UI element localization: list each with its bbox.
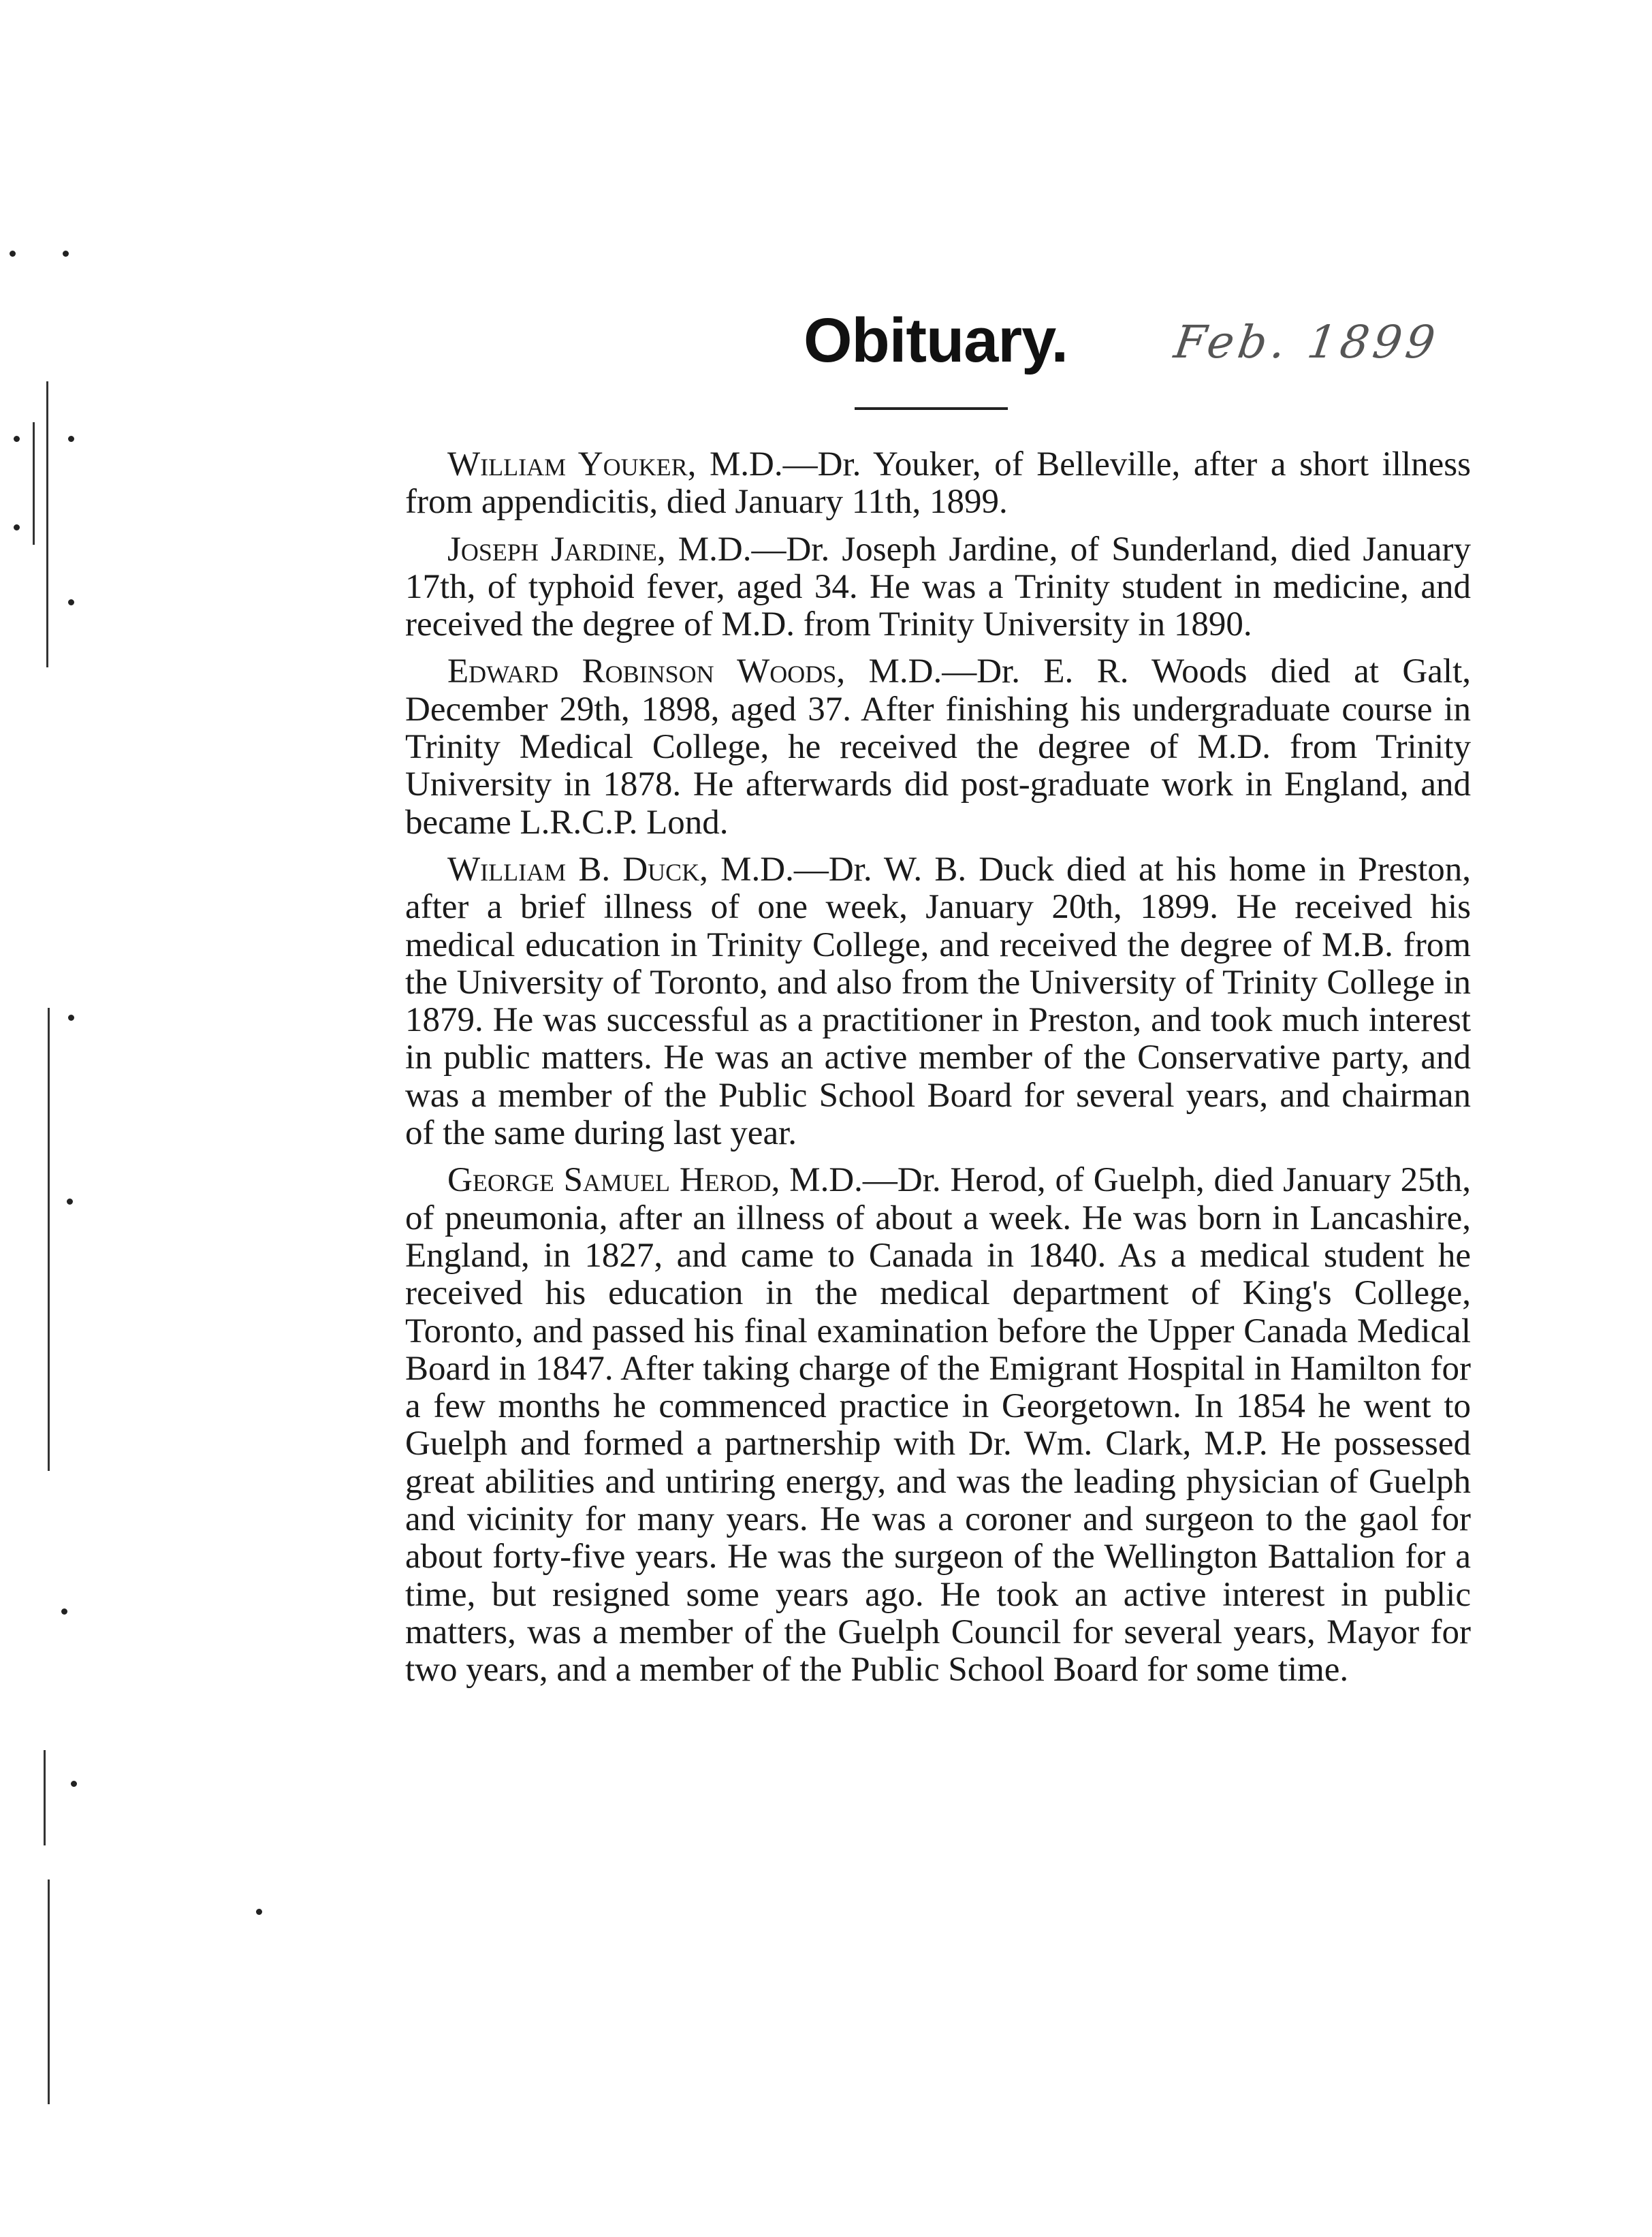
obituary-body — [405, 446, 1471, 1699]
entry-text: —Dr. Herod, of Guelph, died January 25th, of pneumonia, after an illness of about a week. He was born in Lancashire, England, in 1827, and came to Canada in 1840. As a medical student he received his education in the medical department of King's College, Toronto, and passed his final examination before the Upper Canada Medical Board in 1847. After taking charge of the Emigrant Hospital in Hamilton for a few months he commenced practice in Georgetown. In 1854 he went to Guelph and formed a partnership with Dr. Wm. Clark, M.P. He possessed great abilities and untiring energy, and was the leading physician of Guelph and vicinity for many years. He was a coroner and surgeon to the gaol for about forty-five years. He was the surgeon of the Wellington Battalion for a time, but resigned some years ago. He took an active interest in public matters, was a member of the Guelph Council for several years, Mayor for two years, and a member of the Public School Board for some time. — [405, 1161, 1471, 1689]
obituary-entry — [405, 1162, 1471, 1689]
margin-dot — [68, 599, 74, 605]
margin-dot — [68, 1015, 74, 1021]
handwritten-date-note: Feb. 1899 — [1171, 316, 1442, 368]
margin-mark — [46, 381, 48, 667]
margin-mark — [48, 1879, 50, 2104]
obituary-entry — [405, 531, 1471, 644]
margin-dot — [61, 1608, 67, 1615]
entry-text: —Dr. Joseph Jardine, of Sunderland, died January 17th, of typhoid fever, aged 34. He was a Trinity student in medicine, and received the degree of M.D. from Trinity University in 1890. — [405, 530, 1471, 644]
entry-name: William Youker, M.D. — [447, 445, 783, 483]
entry-name: William B. Duck, M.D. — [447, 850, 794, 889]
title-divider — [855, 407, 1008, 410]
entry-name: Edward Robinson Woods, M.D. — [447, 652, 942, 691]
margin-dot — [256, 1909, 262, 1915]
page-title: Obituary. — [804, 306, 1068, 375]
margin-dot — [68, 436, 74, 442]
obituary-entry — [405, 653, 1471, 841]
margin-mark — [48, 1008, 50, 1471]
margin-dot — [10, 251, 16, 257]
margin-mark — [44, 1750, 46, 1845]
margin-dot — [71, 1781, 77, 1787]
heading-row — [0, 300, 1652, 395]
entry-name: Joseph Jardine, M.D. — [447, 530, 752, 569]
margin-mark — [33, 422, 35, 545]
entry-text: —Dr. Youker, of Belleville, after a short illness from appendicitis, died January 11th, 1899. — [405, 445, 1471, 522]
entry-text: —Dr. W. B. Duck died at his home in Preston, after a brief illness of one week, January 20th, 1899. He received his medical education in Trinity College, and received the degree of M.B. from the University of Toronto, and also from the University of Trinity College in 1879. He was successful as a practitioner in Preston, and took much interest in public matters. He was an active member of the Conservative party, and was a member of the Public School Board for several years, and chairman of the same during last year. — [405, 850, 1471, 1153]
obituary-entry — [405, 851, 1471, 1152]
obituary-entry — [405, 446, 1471, 522]
margin-dot — [14, 524, 20, 530]
margin-dot — [63, 251, 69, 257]
entry-name: George Samuel Herod, M.D. — [447, 1161, 863, 1200]
margin-dot — [14, 436, 20, 442]
margin-dot — [67, 1199, 73, 1205]
entry-text: —Dr. E. R. Woods died at Galt, December 29th, 1898, aged 37. After finishing his undergraduate course in Trinity Medical College, he received the degree of M.D. from Trinity University in 1878. He afterwards did post-graduate work in England, and became L.R.C.P. Lond. — [405, 652, 1471, 842]
